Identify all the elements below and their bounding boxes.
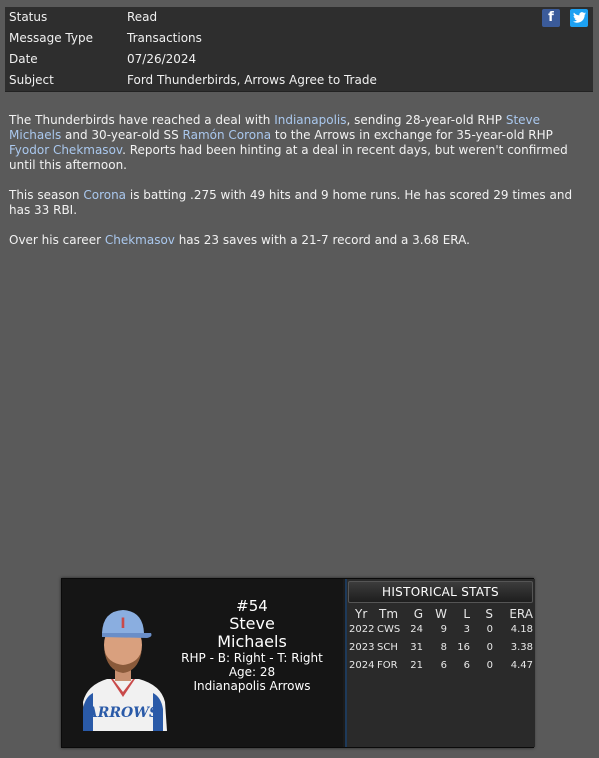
player-link-steve-michaels[interactable]: Steve Michaels: [9, 113, 541, 142]
stat-wins: 9: [440, 624, 447, 635]
stat-team: CWS: [377, 624, 401, 635]
team-link-indianapolis[interactable]: Indianapolis: [274, 113, 347, 127]
col-header-l: L: [463, 607, 470, 621]
subject-value: Ford Thunderbirds, Arrows Agree to Trade: [127, 73, 377, 87]
historical-stats-title: HISTORICAL STATS: [348, 581, 533, 603]
stat-year: 2023: [349, 642, 375, 653]
twitter-icon[interactable]: [570, 9, 588, 27]
stat-saves: 0: [486, 660, 493, 671]
col-header-era: ERA: [509, 607, 533, 621]
player-last-name[interactable]: Michaels: [217, 632, 287, 651]
player-bats-throws: RHP - B: Right - T: Right: [181, 651, 323, 665]
stats-row-2023: [347, 640, 535, 656]
player-info-panel: [62, 579, 343, 747]
subject-row: [5, 70, 593, 91]
stat-era: 4.47: [510, 660, 533, 671]
stat-saves: 0: [486, 642, 493, 653]
article-paragraph-3: [9, 233, 589, 248]
col-header-s: S: [485, 607, 493, 621]
article-text: , sending 28-year-old RHP: [346, 113, 506, 127]
facebook-icon[interactable]: f: [542, 9, 560, 27]
col-header-yr: Yr: [355, 607, 368, 621]
date-label: Date: [9, 52, 38, 66]
article-text: and 30-year-old SS: [61, 128, 183, 142]
player-first-name[interactable]: Steve: [229, 614, 275, 633]
article-paragraph-1: [9, 113, 589, 173]
article-text: The Thunderbirds have reached a deal with: [9, 113, 275, 127]
stat-games: 31: [410, 642, 423, 653]
article-paragraph-2: [9, 188, 589, 218]
svg-text:I: I: [120, 616, 126, 632]
status-value: Read: [127, 10, 158, 24]
stats-row-2024: [347, 658, 535, 674]
article-text: has 23 saves with a 21-7 record and a 3.68 ERA.: [174, 233, 470, 247]
article-body: [9, 113, 589, 263]
col-header-tm: Tm: [379, 607, 399, 621]
player-details: [172, 597, 332, 693]
article-text: to the Arrows in exchange for 35-year-old RHP: [271, 128, 553, 142]
player-number: #54: [236, 597, 268, 615]
stat-losses: 16: [457, 642, 470, 653]
stat-losses: 3: [463, 624, 470, 635]
stat-era: 4.18: [510, 624, 533, 635]
stat-wins: 6: [440, 660, 447, 671]
stat-year: 2024: [349, 660, 375, 671]
stat-losses: 6: [463, 660, 470, 671]
date-value: 07/26/2024: [127, 52, 197, 66]
message-type-label: Message Type: [9, 31, 93, 45]
stat-year: 2022: [349, 624, 375, 635]
svg-text:ARROWS: ARROWS: [86, 705, 160, 721]
player-link-chekmasov[interactable]: Chekmasov: [104, 233, 175, 247]
col-header-w: W: [435, 607, 447, 621]
player-card: [61, 578, 534, 748]
stat-wins: 8: [440, 642, 447, 653]
subject-label: Subject: [9, 73, 54, 87]
status-row: [5, 7, 593, 28]
stat-era: 3.38: [510, 642, 533, 653]
stats-header-row: [347, 606, 535, 622]
stat-team: SCH: [377, 642, 398, 653]
article-text: is batting .275 with 49 hits and 9 home runs. He has scored 29 times and has 33 RBI.: [9, 188, 573, 217]
date-row: [5, 49, 593, 70]
stats-row-2022: [347, 622, 535, 638]
article-text: This season: [9, 188, 84, 202]
message-type-row: [5, 28, 593, 49]
message-type-value: Transactions: [127, 31, 202, 45]
col-header-g: G: [413, 607, 423, 621]
historical-stats-panel: [345, 579, 535, 747]
player-link-fyodor-chekmasov[interactable]: Fyodor Chekmasov: [9, 143, 123, 157]
player-age: Age: 28: [228, 665, 276, 679]
player-portrait[interactable]: [77, 597, 169, 731]
player-link-ramon-corona[interactable]: Ramón Corona: [182, 128, 272, 142]
status-label: Status: [9, 10, 48, 24]
stat-saves: 0: [486, 624, 493, 635]
article-text: . Reports had been hinting at a deal in recent days, but weren't confirmed until this afternoon.: [9, 143, 568, 172]
article-text: Over his career: [9, 233, 105, 247]
player-link-corona[interactable]: Corona: [83, 188, 127, 202]
player-team[interactable]: Indianapolis Arrows: [193, 679, 311, 693]
message-header-table: [5, 7, 593, 92]
stat-games: 24: [410, 624, 423, 635]
stat-team: FOR: [377, 660, 398, 671]
stat-games: 21: [410, 660, 423, 671]
